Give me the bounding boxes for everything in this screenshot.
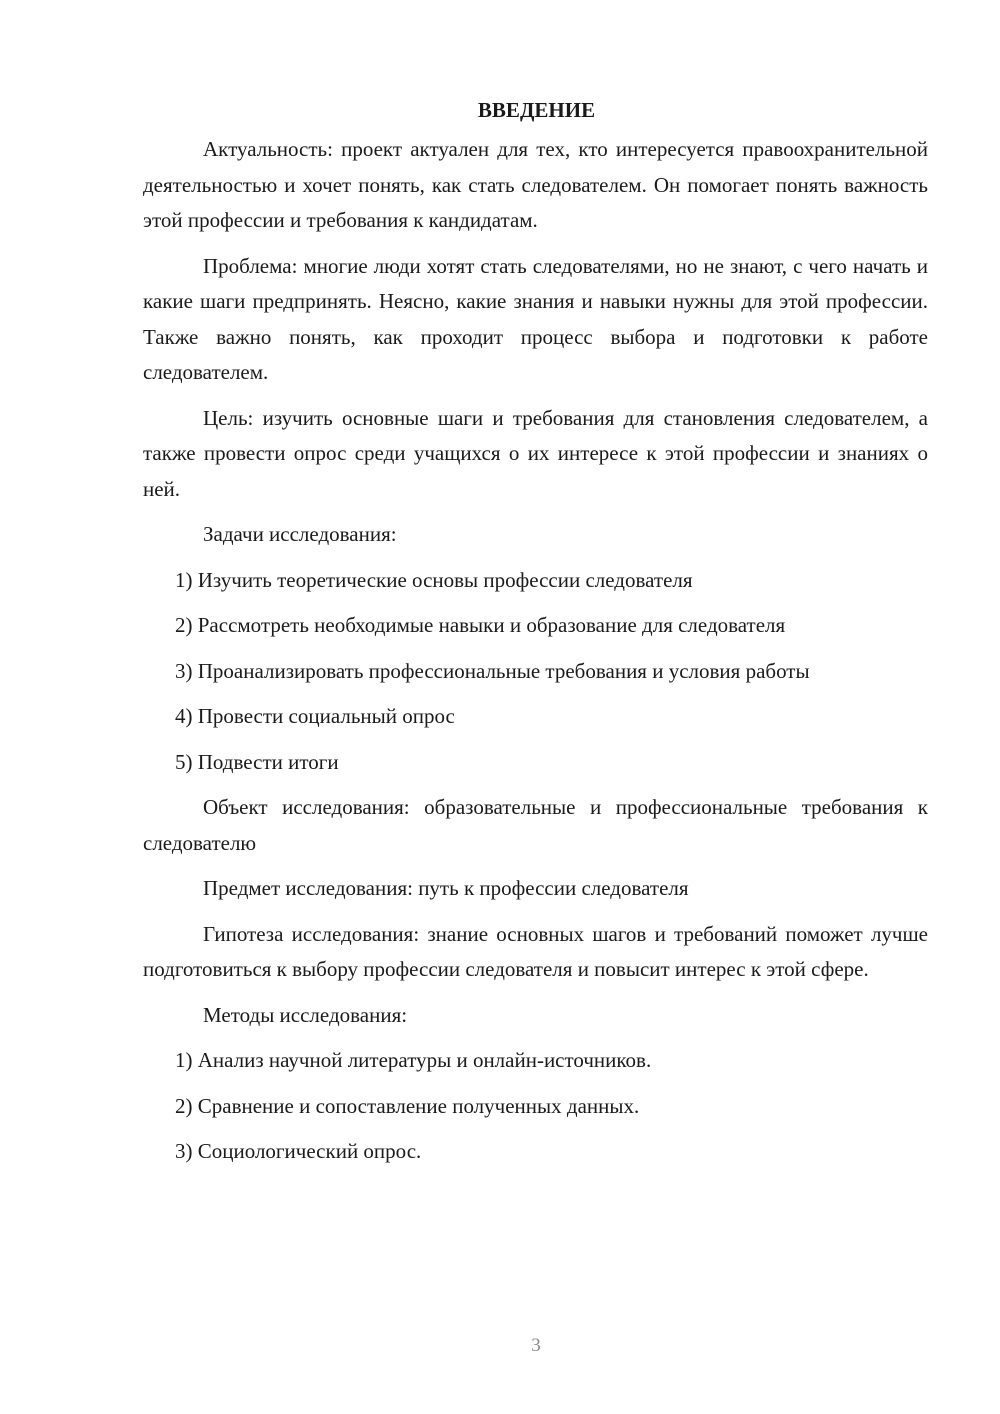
object-paragraph: Объект исследования: образовательные и профессиональные требования к следователю — [143, 795, 928, 855]
task-item-1: 1) Изучить теоретические основы профессии следователя — [175, 567, 693, 592]
relevance-paragraph: Актуальность: проект актуален для тех, кто интересуется правоохранительной деятельностью и хочет понять, как стать следователем. Он помогает понять важность этой профессии и требования к кандидатам. — [143, 137, 928, 232]
page-content — [143, 93, 928, 1180]
methods-heading: Методы исследования: — [203, 1002, 408, 1027]
tasks-heading: Задачи исследования: — [203, 522, 397, 546]
task-item-3: 3) Проанализировать профессиональные требования и условия работы — [175, 658, 810, 683]
page-number: 3 — [531, 1335, 541, 1356]
page-title: ВВЕДЕНИЕ — [477, 98, 596, 122]
method-item-1: 1) Анализ научной литературы и онлайн-источников. — [175, 1048, 652, 1072]
method-item-2: 2) Сравнение и сопоставление полученных данных. — [175, 1093, 640, 1118]
goal-paragraph: Цель: изучить основные шаги и требования для становления следователем, а также провести опрос среди учащихся о их интересе к этой профессии и знаниях о ней. — [143, 405, 928, 501]
hypothesis-paragraph: Гипотеза исследования: знание основных шагов и требований поможет лучше подготовиться к выбору профессии следователя и повысит интерес к этой сфере. — [143, 921, 928, 981]
task-item-4: 4) Провести социальный опрос — [175, 704, 455, 728]
task-item-2: 2) Рассмотреть необходимые навыки и образование для следователя — [175, 613, 786, 637]
method-item-3: 3) Социологический опрос. — [175, 1139, 422, 1163]
problem-paragraph: Проблема: многие люди хотят стать следователями, но не знают, с чего начать и какие шаги предпринять. Неясно, какие знания и навыки нужны для этой профессии. Также важно понять, как проходит процесс выбора и подготовки к работе следователем. — [143, 253, 928, 384]
subject-paragraph: Предмет исследования: путь к профессии следователя — [203, 876, 689, 900]
task-item-5: 5) Подвести итоги — [175, 749, 339, 774]
